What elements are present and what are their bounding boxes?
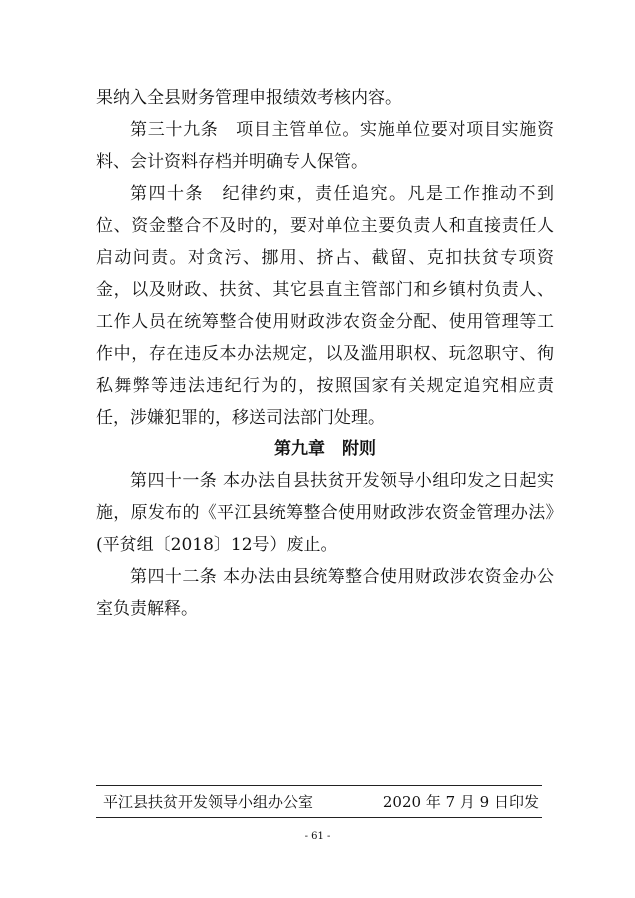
chapter-heading: 第九章 附则 <box>274 439 376 459</box>
footer-issuer: 平江县扶贫开发领导小组办公室 <box>103 793 314 811</box>
footer-issue-date: 2020 年 7 月 9 日印发 <box>382 793 539 811</box>
paragraph-article-40: 第四十条 纪律约束，责任追究。凡是工作推动不到位、资金整合不及时的，要对单位主要负责人和直接责任人启动问责。对贪污、挪用、挤占、截留、克扣扶贫专项资金，以及财政、扶贫、其它县直主管部门和乡镇村负责人、工作人员在统筹整合使用财政涉农资金分配、使用管理等工作中，存在违反本办法规定，以及滥用职权、玩忽职守、徇私舞弊等违法违纪行为的，按照国家有关规定追究相应责任，涉嫌犯罪的，移送司法部门处理。 <box>96 184 554 428</box>
footer-bottom-rule <box>96 817 542 818</box>
paragraph-article-39: 第三十九条 项目主管单位。实施单位要对项目实施资料、会计资料存档并明确专人保管。 <box>96 120 554 172</box>
paragraph-continuation: 果纳入全县财务管理申报绩效考核内容。 <box>96 88 402 108</box>
footer-top-rule <box>96 785 542 786</box>
paragraph-article-41: 第四十一条 本办法自县扶贫开发领导小组印发之日起实施，原发布的《平江县统筹整合使用财政涉农资金管理办法》(平贫组〔2018〕12号）废止。 <box>96 471 554 555</box>
paragraph-article-42: 第四十二条 本办法由县统筹整合使用财政涉农资金办公室负责解释。 <box>96 567 554 619</box>
page-number: - 61 - <box>304 831 331 842</box>
